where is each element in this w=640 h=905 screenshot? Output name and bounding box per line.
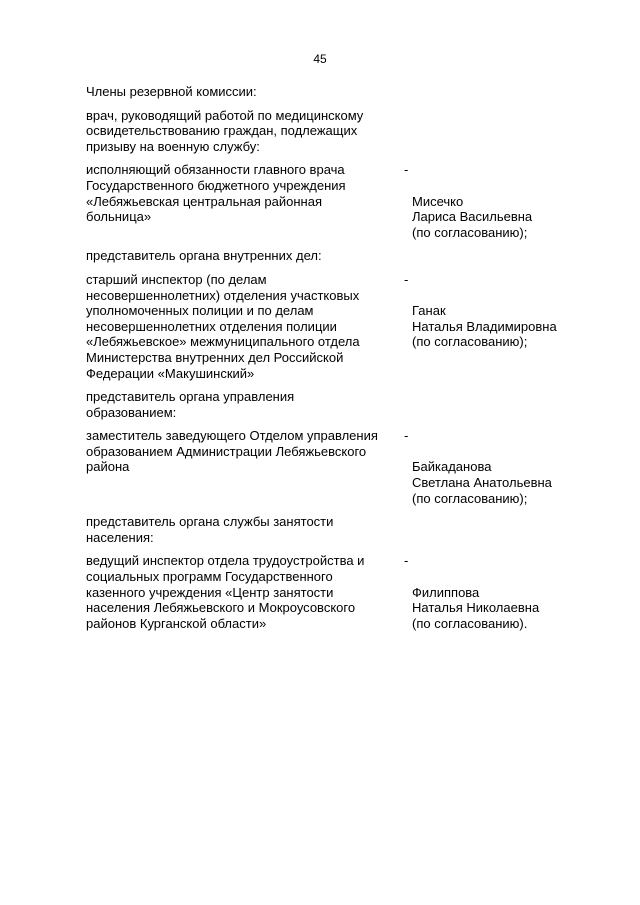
member-position: старший инспектор (по делам несовершеннолетних) отделения участковых уполномоченных полиции и по делам несовершеннолетних отделения полиции «Лебяжьевское» межмуниципального отдела Министерства внутренних дел Российской Федерации «Макушинский» [86, 271, 360, 381]
dash-separator: - [404, 428, 409, 444]
member-row-misechko [86, 162, 586, 240]
member-position: заместитель заведующего Отделом управления образованием Администрации Лебяжьевского района [86, 428, 378, 475]
commission-members-list [86, 84, 586, 631]
dash-separator: - [404, 271, 409, 287]
member-name: Байкаданова Светлана Анатольевна (по согласованию); [412, 459, 552, 506]
section-heading-internal-affairs: представитель органа внутренних дел: [86, 248, 322, 264]
member-name-block [404, 162, 586, 240]
section-heading-members: Члены резервной комиссии: [86, 84, 257, 99]
member-name-block [404, 428, 586, 506]
section-heading-employment: представитель органа службы занятости населения: [86, 514, 334, 545]
member-row-baykadanova [86, 428, 586, 506]
page-number: 45 [313, 52, 327, 66]
member-position: исполняющий обязанности главного врача Государственного бюджетного учреждения «Лебяжьевская центральная районная больница» [86, 162, 346, 225]
member-name: Мисечко Лариса Васильевна (по согласованию); [412, 193, 533, 240]
member-name-block [404, 272, 586, 350]
member-row-ganak [86, 272, 586, 381]
member-position: ведущий инспектор отдела трудоустройства и социальных программ Государственного казенного учреждения «Центр занятости населения Лебяжьевского и Мокроусовского районов Курганской области» [86, 553, 365, 631]
member-name: Филиппова Наталья Николаевна (по согласованию). [412, 584, 540, 631]
member-name: Ганак Наталья Владимировна (по согласованию); [412, 303, 557, 350]
member-row-filippova [86, 553, 586, 631]
section-heading-doctor: врач, руководящий работой по медицинскому освидетельствованию граждан, подлежащих призыву на военную службу: [86, 107, 364, 154]
member-name-block [404, 553, 586, 631]
dash-separator: - [404, 553, 409, 569]
section-heading-education: представитель органа управления образованием: [86, 389, 295, 420]
dash-separator: - [404, 162, 409, 178]
